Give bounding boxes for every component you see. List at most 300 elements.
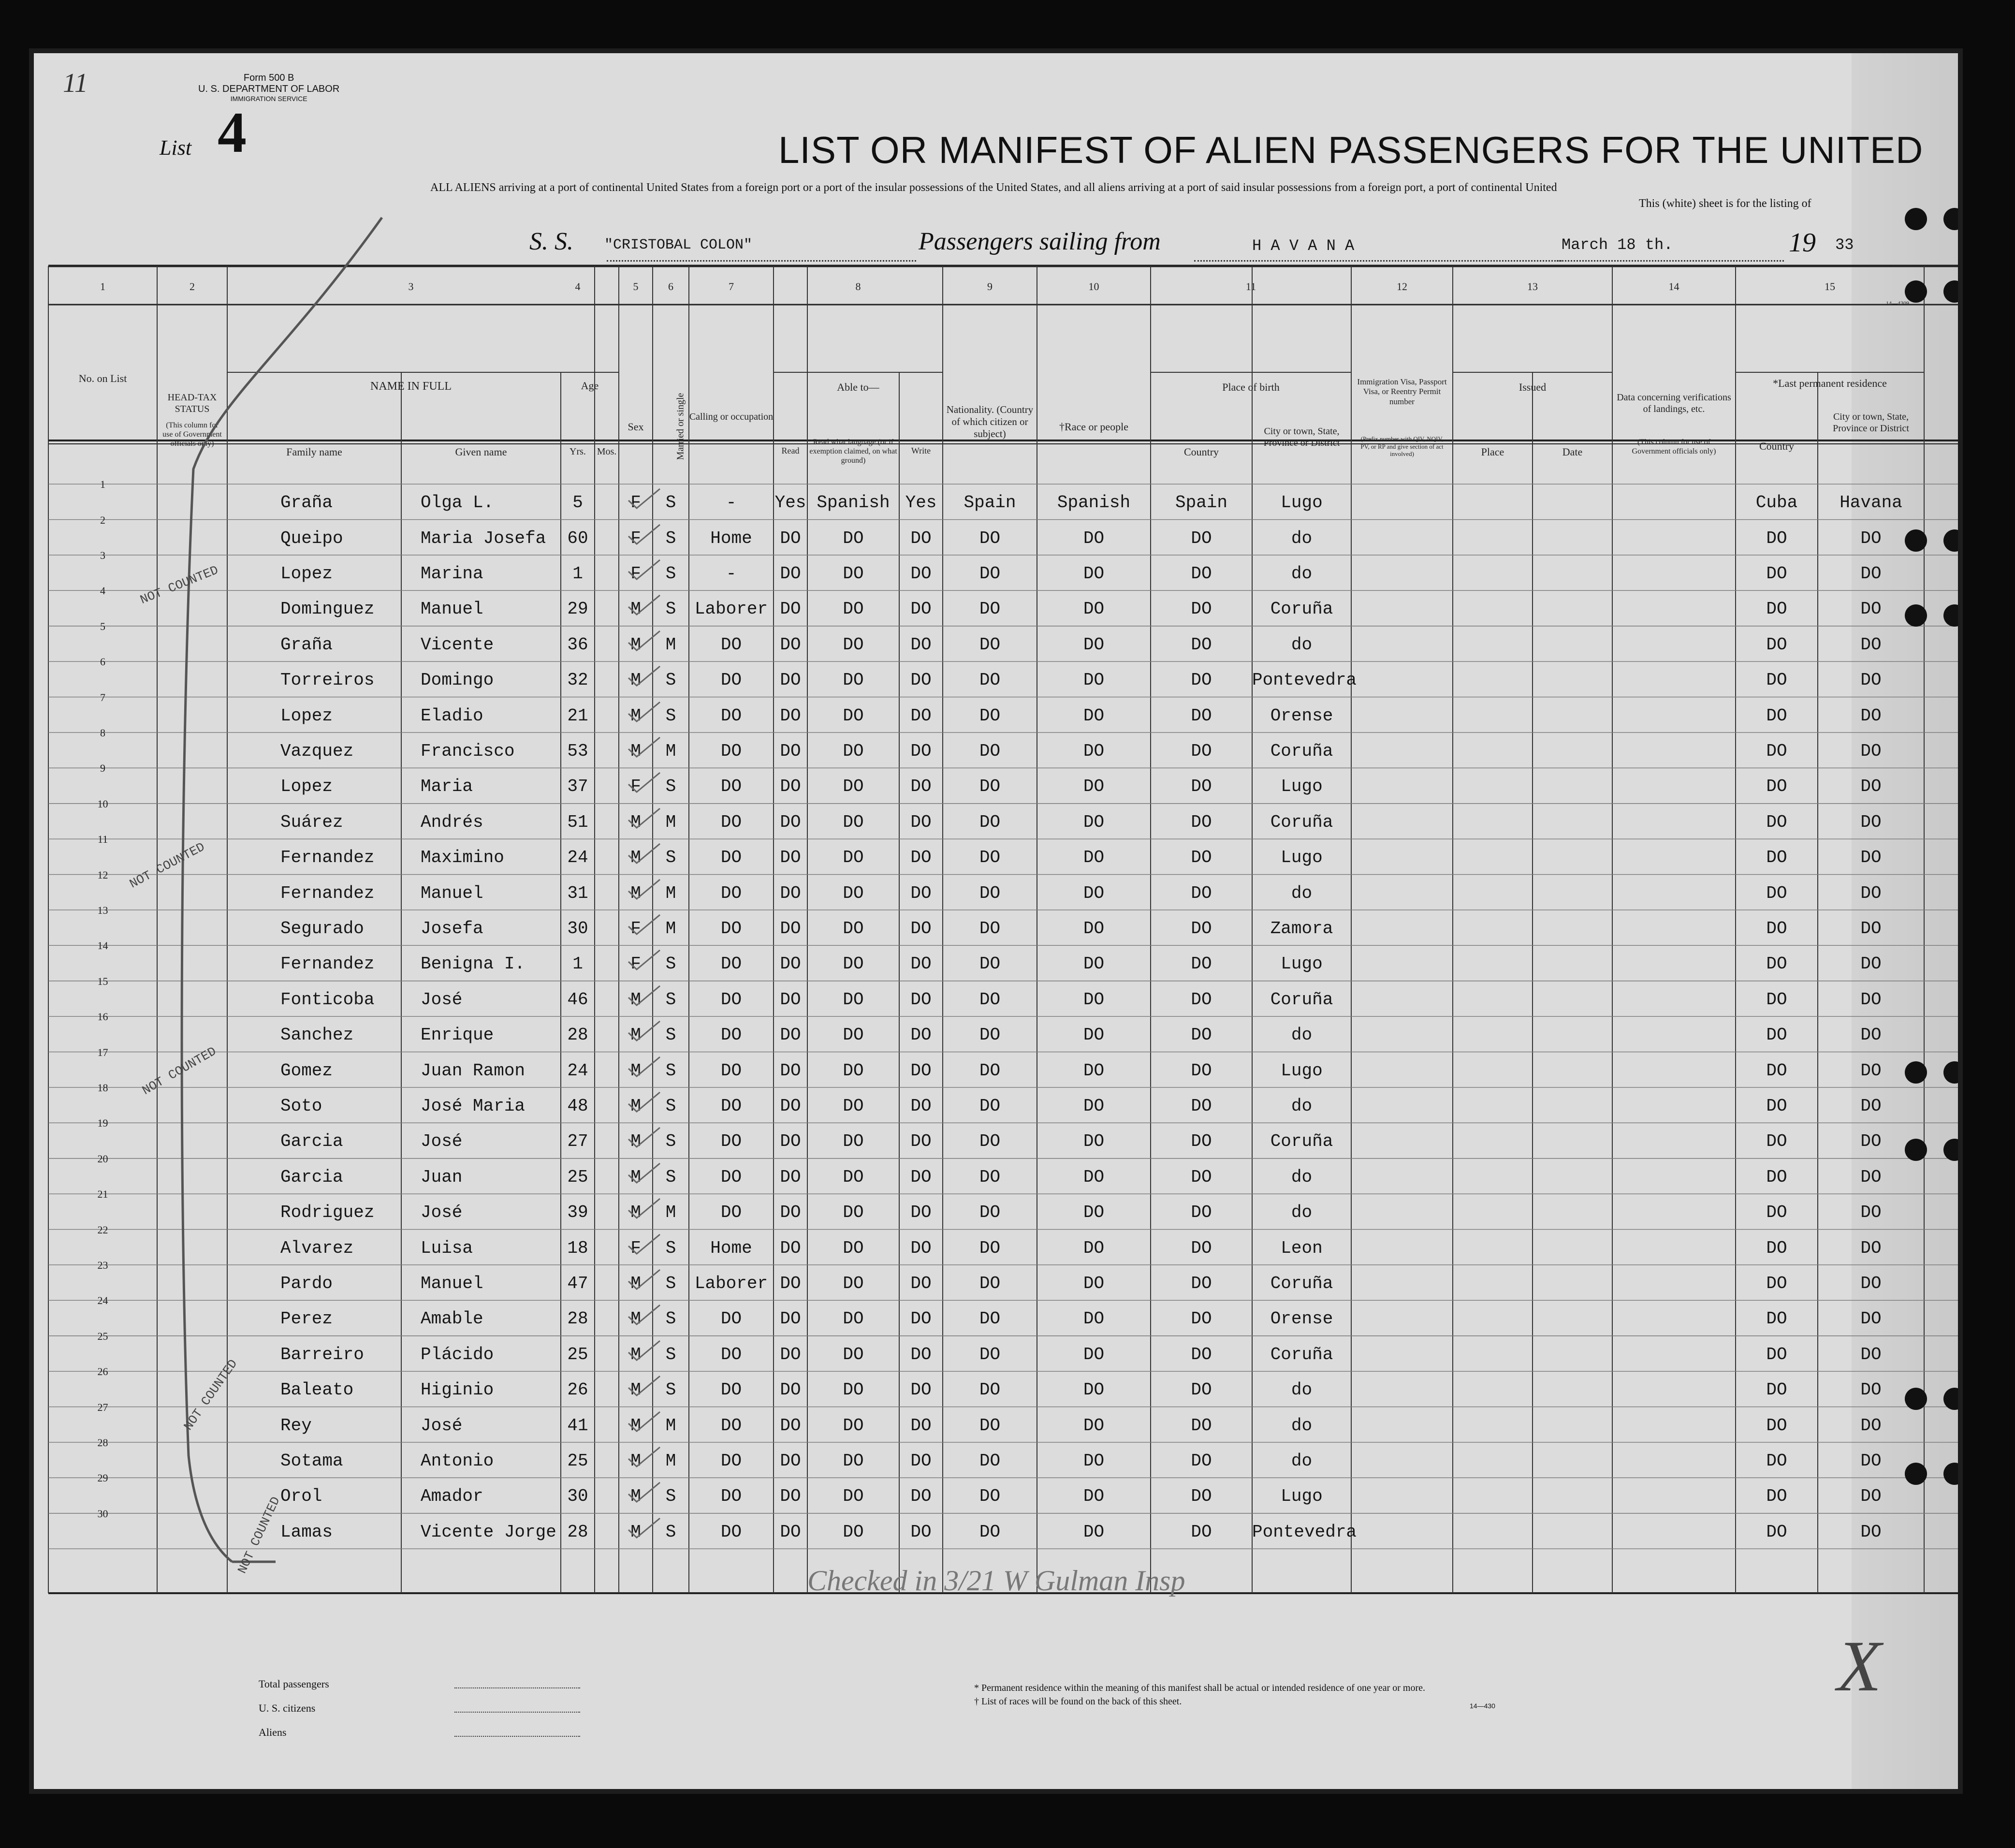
- cell-sex: M: [630, 1273, 641, 1293]
- cell-bc: DO: [1191, 599, 1212, 619]
- row-number: 5: [100, 620, 105, 632]
- cell-family: Graña: [280, 493, 333, 513]
- cell-age: 30: [567, 918, 588, 939]
- cell-bcity: Coruña: [1270, 989, 1333, 1010]
- cell-bc: DO: [1191, 1522, 1212, 1542]
- cell-nat: DO: [979, 1096, 1001, 1116]
- cell-lang: DO: [843, 741, 864, 761]
- cell-age: 53: [567, 741, 588, 761]
- cell-family: Vazquez: [280, 741, 354, 761]
- cell-lang: DO: [843, 634, 864, 655]
- cell-bcity: Coruña: [1270, 741, 1333, 761]
- cell-occ: DO: [720, 705, 742, 726]
- cell-nat: DO: [979, 741, 1001, 761]
- cell-family: Sanchez: [280, 1025, 354, 1045]
- cell-occ: DO: [720, 918, 742, 939]
- cell-age: 51: [567, 812, 588, 832]
- cell-age: 29: [567, 599, 588, 619]
- column-number: 9: [987, 280, 993, 293]
- cell-sex: M: [630, 670, 641, 690]
- cell-write: DO: [910, 705, 932, 726]
- cell-read: DO: [780, 918, 801, 939]
- cell-occ: DO: [720, 1060, 742, 1081]
- cell-age: 31: [567, 883, 588, 903]
- cell-write: DO: [910, 1309, 932, 1329]
- cell-lang: DO: [843, 1486, 864, 1507]
- cell-race: DO: [1083, 1025, 1105, 1045]
- cell-race: DO: [1083, 848, 1105, 868]
- row-number: 29: [97, 1472, 108, 1484]
- cell-rcity: DO: [1860, 1451, 1882, 1471]
- cell-read: DO: [780, 1451, 801, 1471]
- binding-hole-icon: [1905, 529, 1927, 552]
- cell-age: 25: [567, 1167, 588, 1187]
- cell-race: DO: [1083, 954, 1105, 974]
- cell-sex: M: [630, 1486, 641, 1507]
- binding-hole-icon: [1905, 280, 1927, 303]
- cell-nat: DO: [979, 528, 1001, 548]
- calling-header: Calling or occupation: [689, 411, 774, 422]
- footnote-code: 14—430: [1470, 1702, 1495, 1710]
- not-counted-stamp: NOT COUNTED: [138, 562, 221, 608]
- cell-bcity: Lugo: [1281, 777, 1323, 797]
- cell-race: DO: [1083, 741, 1105, 761]
- read-header: Read: [781, 446, 800, 455]
- cell-family: Sotama: [280, 1451, 343, 1471]
- cell-bc: DO: [1191, 1309, 1212, 1329]
- cell-bcity: do: [1291, 1203, 1313, 1223]
- cell-write: DO: [910, 1203, 932, 1223]
- cell-occ: DO: [720, 1415, 742, 1436]
- cell-occ: Laborer: [694, 1273, 768, 1293]
- cell-given: José: [421, 1415, 463, 1436]
- cell-write: DO: [910, 1415, 932, 1436]
- cell-write: DO: [910, 918, 932, 939]
- row-number: 7: [100, 691, 105, 704]
- cell-given: José Maria: [421, 1096, 526, 1116]
- cell-rcity: DO: [1860, 918, 1882, 939]
- cell-sex: M: [630, 741, 641, 761]
- cell-write: DO: [910, 1025, 932, 1045]
- cell-occ: DO: [720, 1486, 742, 1507]
- cell-rcity: DO: [1860, 1167, 1882, 1187]
- age-header: Age: [581, 380, 599, 392]
- cell-sex: M: [630, 883, 641, 903]
- row-number: 17: [97, 1046, 108, 1058]
- cell-sex: F: [630, 563, 641, 584]
- cell-occ: DO: [720, 1344, 742, 1364]
- cell-ms: S: [665, 670, 676, 690]
- cell-read: DO: [780, 883, 801, 903]
- cell-race: DO: [1083, 1380, 1105, 1400]
- cell-nat: DO: [979, 1344, 1001, 1364]
- cell-sex: M: [630, 1060, 641, 1081]
- cell-family: Suárez: [280, 812, 343, 832]
- cell-read: DO: [780, 705, 801, 726]
- cell-race: DO: [1083, 1096, 1105, 1116]
- column-number: 6: [668, 280, 673, 293]
- cell-sex: F: [630, 954, 641, 974]
- given-name-header: Given name: [455, 446, 507, 458]
- cell-sex: M: [630, 705, 641, 726]
- cell-ms: S: [665, 848, 676, 868]
- cell-nat: DO: [979, 1415, 1001, 1436]
- married-header: Married or single: [675, 393, 686, 460]
- aliens-label: Aliens: [259, 1726, 287, 1738]
- cell-read: DO: [780, 1131, 801, 1152]
- cell-given: Vicente Jorge: [421, 1522, 556, 1542]
- cell-rc: DO: [1766, 1096, 1787, 1116]
- cell-race: DO: [1083, 989, 1105, 1010]
- cell-age: 27: [567, 1131, 588, 1152]
- cell-write: DO: [910, 1344, 932, 1364]
- cell-lang: DO: [843, 918, 864, 939]
- birth-city-header: City or town, State, Province or District: [1263, 426, 1340, 448]
- cell-bc: DO: [1191, 918, 1212, 939]
- cell-nat: DO: [979, 1380, 1001, 1400]
- cell-race: DO: [1083, 883, 1105, 903]
- cell-ms: S: [665, 1380, 676, 1400]
- cell-rcity: DO: [1860, 1096, 1882, 1116]
- cell-bc: DO: [1191, 777, 1212, 797]
- cell-age: 5: [572, 493, 583, 513]
- cell-ms: M: [665, 1415, 676, 1436]
- cell-sex: M: [630, 812, 641, 832]
- cell-rc: DO: [1766, 563, 1787, 584]
- cell-read: DO: [780, 599, 801, 619]
- cell-occ: -: [726, 493, 737, 513]
- cell-nat: DO: [979, 812, 1001, 832]
- cell-bc: DO: [1191, 1131, 1212, 1152]
- cell-age: 48: [567, 1096, 588, 1116]
- cell-given: Maria: [421, 777, 473, 797]
- cell-write: DO: [910, 812, 932, 832]
- cell-write: DO: [910, 634, 932, 655]
- cell-rc: DO: [1766, 848, 1787, 868]
- cell-family: Rey: [280, 1415, 312, 1436]
- cell-nat: DO: [979, 777, 1001, 797]
- cell-rcity: DO: [1860, 1203, 1882, 1223]
- cell-nat: DO: [979, 954, 1001, 974]
- cell-ms: S: [665, 1273, 676, 1293]
- no-on-list-header: No. on List: [78, 372, 127, 384]
- row-number: 22: [97, 1223, 108, 1236]
- cell-given: Luisa: [421, 1238, 473, 1258]
- visa-header: Immigration Visa, Passport Visa, or Reentry Permit number: [1357, 377, 1447, 406]
- cell-bcity: Coruña: [1270, 1344, 1333, 1364]
- sailing-label: Passengers sailing from: [919, 228, 1161, 255]
- cell-given: Marina: [421, 563, 483, 584]
- cell-rcity: DO: [1860, 1273, 1882, 1293]
- cell-age: 24: [567, 848, 588, 868]
- cell-family: Soto: [280, 1096, 322, 1116]
- cell-race: Spanish: [1057, 493, 1131, 513]
- cell-read: DO: [780, 812, 801, 832]
- cell-race: DO: [1083, 1309, 1105, 1329]
- cell-family: Perez: [280, 1309, 333, 1329]
- cell-bcity: Pontevedra: [1252, 1522, 1357, 1542]
- cell-bc: DO: [1191, 1415, 1212, 1436]
- cell-lang: DO: [843, 1131, 864, 1152]
- cell-ms: S: [665, 563, 676, 584]
- header-corner-code: 14—4309: [1886, 300, 1909, 307]
- cell-occ: DO: [720, 1167, 742, 1187]
- cell-read: DO: [780, 1380, 801, 1400]
- cell-rcity: DO: [1860, 1238, 1882, 1258]
- cell-age: 36: [567, 634, 588, 655]
- cell-occ: DO: [720, 989, 742, 1010]
- column-number: 14: [1668, 280, 1679, 293]
- cell-lang: DO: [843, 1025, 864, 1045]
- cell-nat: DO: [979, 1167, 1001, 1187]
- inspection-note: Checked in 3/21 W Gulman Insp: [807, 1565, 1185, 1597]
- head-tax-header: HEAD-TAX STATUS: [167, 392, 217, 414]
- departure-port: H A V A N A: [1252, 237, 1355, 255]
- cell-lang: DO: [843, 848, 864, 868]
- cell-bc: DO: [1191, 634, 1212, 655]
- cell-age: 21: [567, 705, 588, 726]
- cell-rc: DO: [1766, 1309, 1787, 1329]
- row-number: 9: [100, 762, 105, 775]
- cell-family: Fernandez: [280, 883, 375, 903]
- cell-ms: M: [665, 883, 676, 903]
- cell-family: Lopez: [280, 563, 333, 584]
- cell-sex: F: [630, 918, 641, 939]
- row-number: 16: [97, 1011, 108, 1023]
- cell-given: Benigna I.: [421, 954, 526, 974]
- cell-read: DO: [780, 1238, 801, 1258]
- not-counted-stamp: NOT COUNTED: [139, 1044, 219, 1098]
- yrs-header: Yrs.: [569, 446, 586, 457]
- cell-rcity: DO: [1860, 563, 1882, 584]
- cell-given: Plácido: [421, 1344, 494, 1364]
- cell-nat: DO: [979, 670, 1001, 690]
- cell-lang: DO: [843, 563, 864, 584]
- cell-family: Lopez: [280, 777, 333, 797]
- cell-rcity: DO: [1860, 777, 1882, 797]
- form-number: Form 500 B: [243, 73, 294, 83]
- row-number: 10: [97, 797, 108, 810]
- cell-family: Orol: [280, 1486, 322, 1507]
- nationality-header: Nationality. (Country of which citizen or subject): [946, 404, 1034, 440]
- issued-date-header: Date: [1562, 446, 1583, 458]
- total-passengers-label: Total passengers: [259, 1678, 329, 1690]
- cell-rcity: DO: [1860, 812, 1882, 832]
- row-number: 15: [97, 975, 108, 987]
- cell-read: DO: [780, 1203, 801, 1223]
- cell-write: DO: [910, 777, 932, 797]
- cell-race: DO: [1083, 1522, 1105, 1542]
- cell-rc: DO: [1766, 1344, 1787, 1364]
- cell-write: Yes: [905, 493, 937, 513]
- binding-hole-icon: [1905, 1139, 1927, 1161]
- cell-nat: DO: [979, 989, 1001, 1010]
- cell-rcity: DO: [1860, 1415, 1882, 1436]
- cell-write: DO: [910, 1096, 932, 1116]
- cell-family: Queipo: [280, 528, 343, 548]
- cell-bc: DO: [1191, 1096, 1212, 1116]
- cell-bcity: do: [1291, 634, 1313, 655]
- head-tax-note: (This column for use of Government officials only): [162, 421, 222, 448]
- cell-rc: Cuba: [1755, 493, 1798, 513]
- cell-write: DO: [910, 954, 932, 974]
- cell-ms: M: [665, 741, 676, 761]
- mos-header: Mos.: [597, 446, 617, 457]
- cell-write: DO: [910, 741, 932, 761]
- cell-race: DO: [1083, 918, 1105, 939]
- cell-write: DO: [910, 528, 932, 548]
- cell-bcity: Lugo: [1281, 1060, 1323, 1081]
- cell-lang: DO: [843, 670, 864, 690]
- cell-rcity: DO: [1860, 954, 1882, 974]
- cell-occ: Home: [710, 1238, 752, 1258]
- cell-nat: DO: [979, 1131, 1001, 1152]
- cell-ms: M: [665, 1451, 676, 1471]
- cell-rcity: DO: [1860, 989, 1882, 1010]
- row-number: 18: [97, 1081, 108, 1094]
- cell-rc: DO: [1766, 1522, 1787, 1542]
- cell-race: DO: [1083, 634, 1105, 655]
- cell-read: DO: [780, 777, 801, 797]
- cell-rc: DO: [1766, 1203, 1787, 1223]
- cell-lang: DO: [843, 883, 864, 903]
- row-number: 11: [97, 833, 108, 846]
- cell-write: DO: [910, 599, 932, 619]
- cell-race: DO: [1083, 563, 1105, 584]
- cell-lang: DO: [843, 1522, 864, 1542]
- cell-ms: M: [665, 634, 676, 655]
- cell-sex: M: [630, 1309, 641, 1329]
- row-number: 24: [97, 1294, 108, 1307]
- cell-occ: DO: [720, 777, 742, 797]
- cell-family: Graña: [280, 634, 333, 655]
- cell-given: Amable: [421, 1309, 483, 1329]
- cell-bcity: do: [1291, 1167, 1313, 1187]
- ship-name: "CRISTOBAL COLON": [604, 237, 753, 253]
- cell-nat: DO: [979, 1451, 1001, 1471]
- list-number: 4: [218, 100, 247, 164]
- cell-lang: DO: [843, 989, 864, 1010]
- cell-rcity: DO: [1860, 1025, 1882, 1045]
- cell-race: DO: [1083, 1451, 1105, 1471]
- corner-handwritten-mark: 11: [63, 68, 88, 98]
- cell-bc: DO: [1191, 848, 1212, 868]
- cell-bc: DO: [1191, 1486, 1212, 1507]
- row-number: 1: [100, 478, 105, 491]
- cell-given: José: [421, 989, 463, 1010]
- cell-write: DO: [910, 1380, 932, 1400]
- cell-age: 28: [567, 1025, 588, 1045]
- cell-occ: DO: [720, 883, 742, 903]
- cell-read: DO: [780, 1060, 801, 1081]
- cell-given: Amador: [421, 1486, 483, 1507]
- cell-rc: DO: [1766, 670, 1787, 690]
- row-number: 4: [100, 585, 105, 597]
- cell-write: DO: [910, 1131, 932, 1152]
- cell-occ: DO: [720, 1380, 742, 1400]
- cell-given: Eladio: [421, 705, 483, 726]
- cell-family: Barreiro: [280, 1344, 364, 1364]
- department-name: U. S. DEPARTMENT OF LABOR: [198, 84, 340, 94]
- cell-sex: M: [630, 1522, 641, 1542]
- cell-sex: M: [630, 1415, 641, 1436]
- cell-occ: DO: [720, 1451, 742, 1471]
- cell-sex: F: [630, 493, 641, 513]
- cell-bc: DO: [1191, 1060, 1212, 1081]
- cell-family: Pardo: [280, 1273, 333, 1293]
- cell-given: Vicente: [421, 634, 494, 655]
- cell-ms: M: [665, 918, 676, 939]
- cell-race: DO: [1083, 1344, 1105, 1364]
- cell-lang: DO: [843, 1415, 864, 1436]
- cell-rcity: DO: [1860, 1344, 1882, 1364]
- cell-family: Rodriguez: [280, 1203, 375, 1223]
- cell-ms: S: [665, 989, 676, 1010]
- cell-race: DO: [1083, 1131, 1105, 1152]
- name-in-full-header: NAME IN FULL: [370, 380, 452, 393]
- cell-read: DO: [780, 741, 801, 761]
- cell-ms: S: [665, 1025, 676, 1045]
- cell-lang: DO: [843, 812, 864, 832]
- row-number: 25: [97, 1330, 108, 1342]
- residence-city-header: City or town, State, Province or District: [1833, 411, 1909, 434]
- cell-bcity: Lugo: [1281, 848, 1323, 868]
- cell-rc: DO: [1766, 1167, 1787, 1187]
- issued-header: Issued: [1519, 381, 1547, 393]
- cell-race: DO: [1083, 599, 1105, 619]
- cell-lang: DO: [843, 1238, 864, 1258]
- cell-age: 1: [572, 954, 583, 974]
- cell-rcity: DO: [1860, 705, 1882, 726]
- cell-bc: DO: [1191, 1273, 1212, 1293]
- cell-age: 37: [567, 777, 588, 797]
- cell-bc: DO: [1191, 1203, 1212, 1223]
- cell-given: Maximino: [421, 848, 504, 868]
- cell-sex: M: [630, 1451, 641, 1471]
- cell-bcity: do: [1291, 1025, 1313, 1045]
- cell-nat: Spain: [964, 493, 1016, 513]
- cell-rcity: DO: [1860, 634, 1882, 655]
- row-number: 12: [97, 868, 108, 881]
- cell-sex: F: [630, 777, 641, 797]
- sailing-date: March 18 th.: [1562, 236, 1673, 254]
- cell-read: DO: [780, 1096, 801, 1116]
- cell-bcity: Pontevedra: [1252, 670, 1357, 690]
- cell-read: DO: [780, 1167, 801, 1187]
- cell-ms: S: [665, 528, 676, 548]
- row-number: 21: [97, 1188, 108, 1201]
- cell-nat: DO: [979, 1486, 1001, 1507]
- cell-rcity: DO: [1860, 670, 1882, 690]
- cell-bc: DO: [1191, 1167, 1212, 1187]
- row-number: 28: [97, 1436, 108, 1449]
- cell-given: Josefa: [421, 918, 483, 939]
- cell-rc: DO: [1766, 918, 1787, 939]
- write-header: Write: [911, 446, 931, 455]
- cell-sex: M: [630, 1344, 641, 1364]
- cell-write: DO: [910, 1486, 932, 1507]
- cell-lang: DO: [843, 705, 864, 726]
- cell-age: 28: [567, 1522, 588, 1542]
- column-number: 12: [1397, 280, 1407, 293]
- cell-read: DO: [780, 634, 801, 655]
- cell-family: Segurado: [280, 918, 364, 939]
- cell-rc: DO: [1766, 1273, 1787, 1293]
- row-number: 30: [97, 1507, 108, 1520]
- cell-race: DO: [1083, 1273, 1105, 1293]
- able-to-header: Able to—: [837, 381, 879, 393]
- row-number: 8: [100, 726, 105, 739]
